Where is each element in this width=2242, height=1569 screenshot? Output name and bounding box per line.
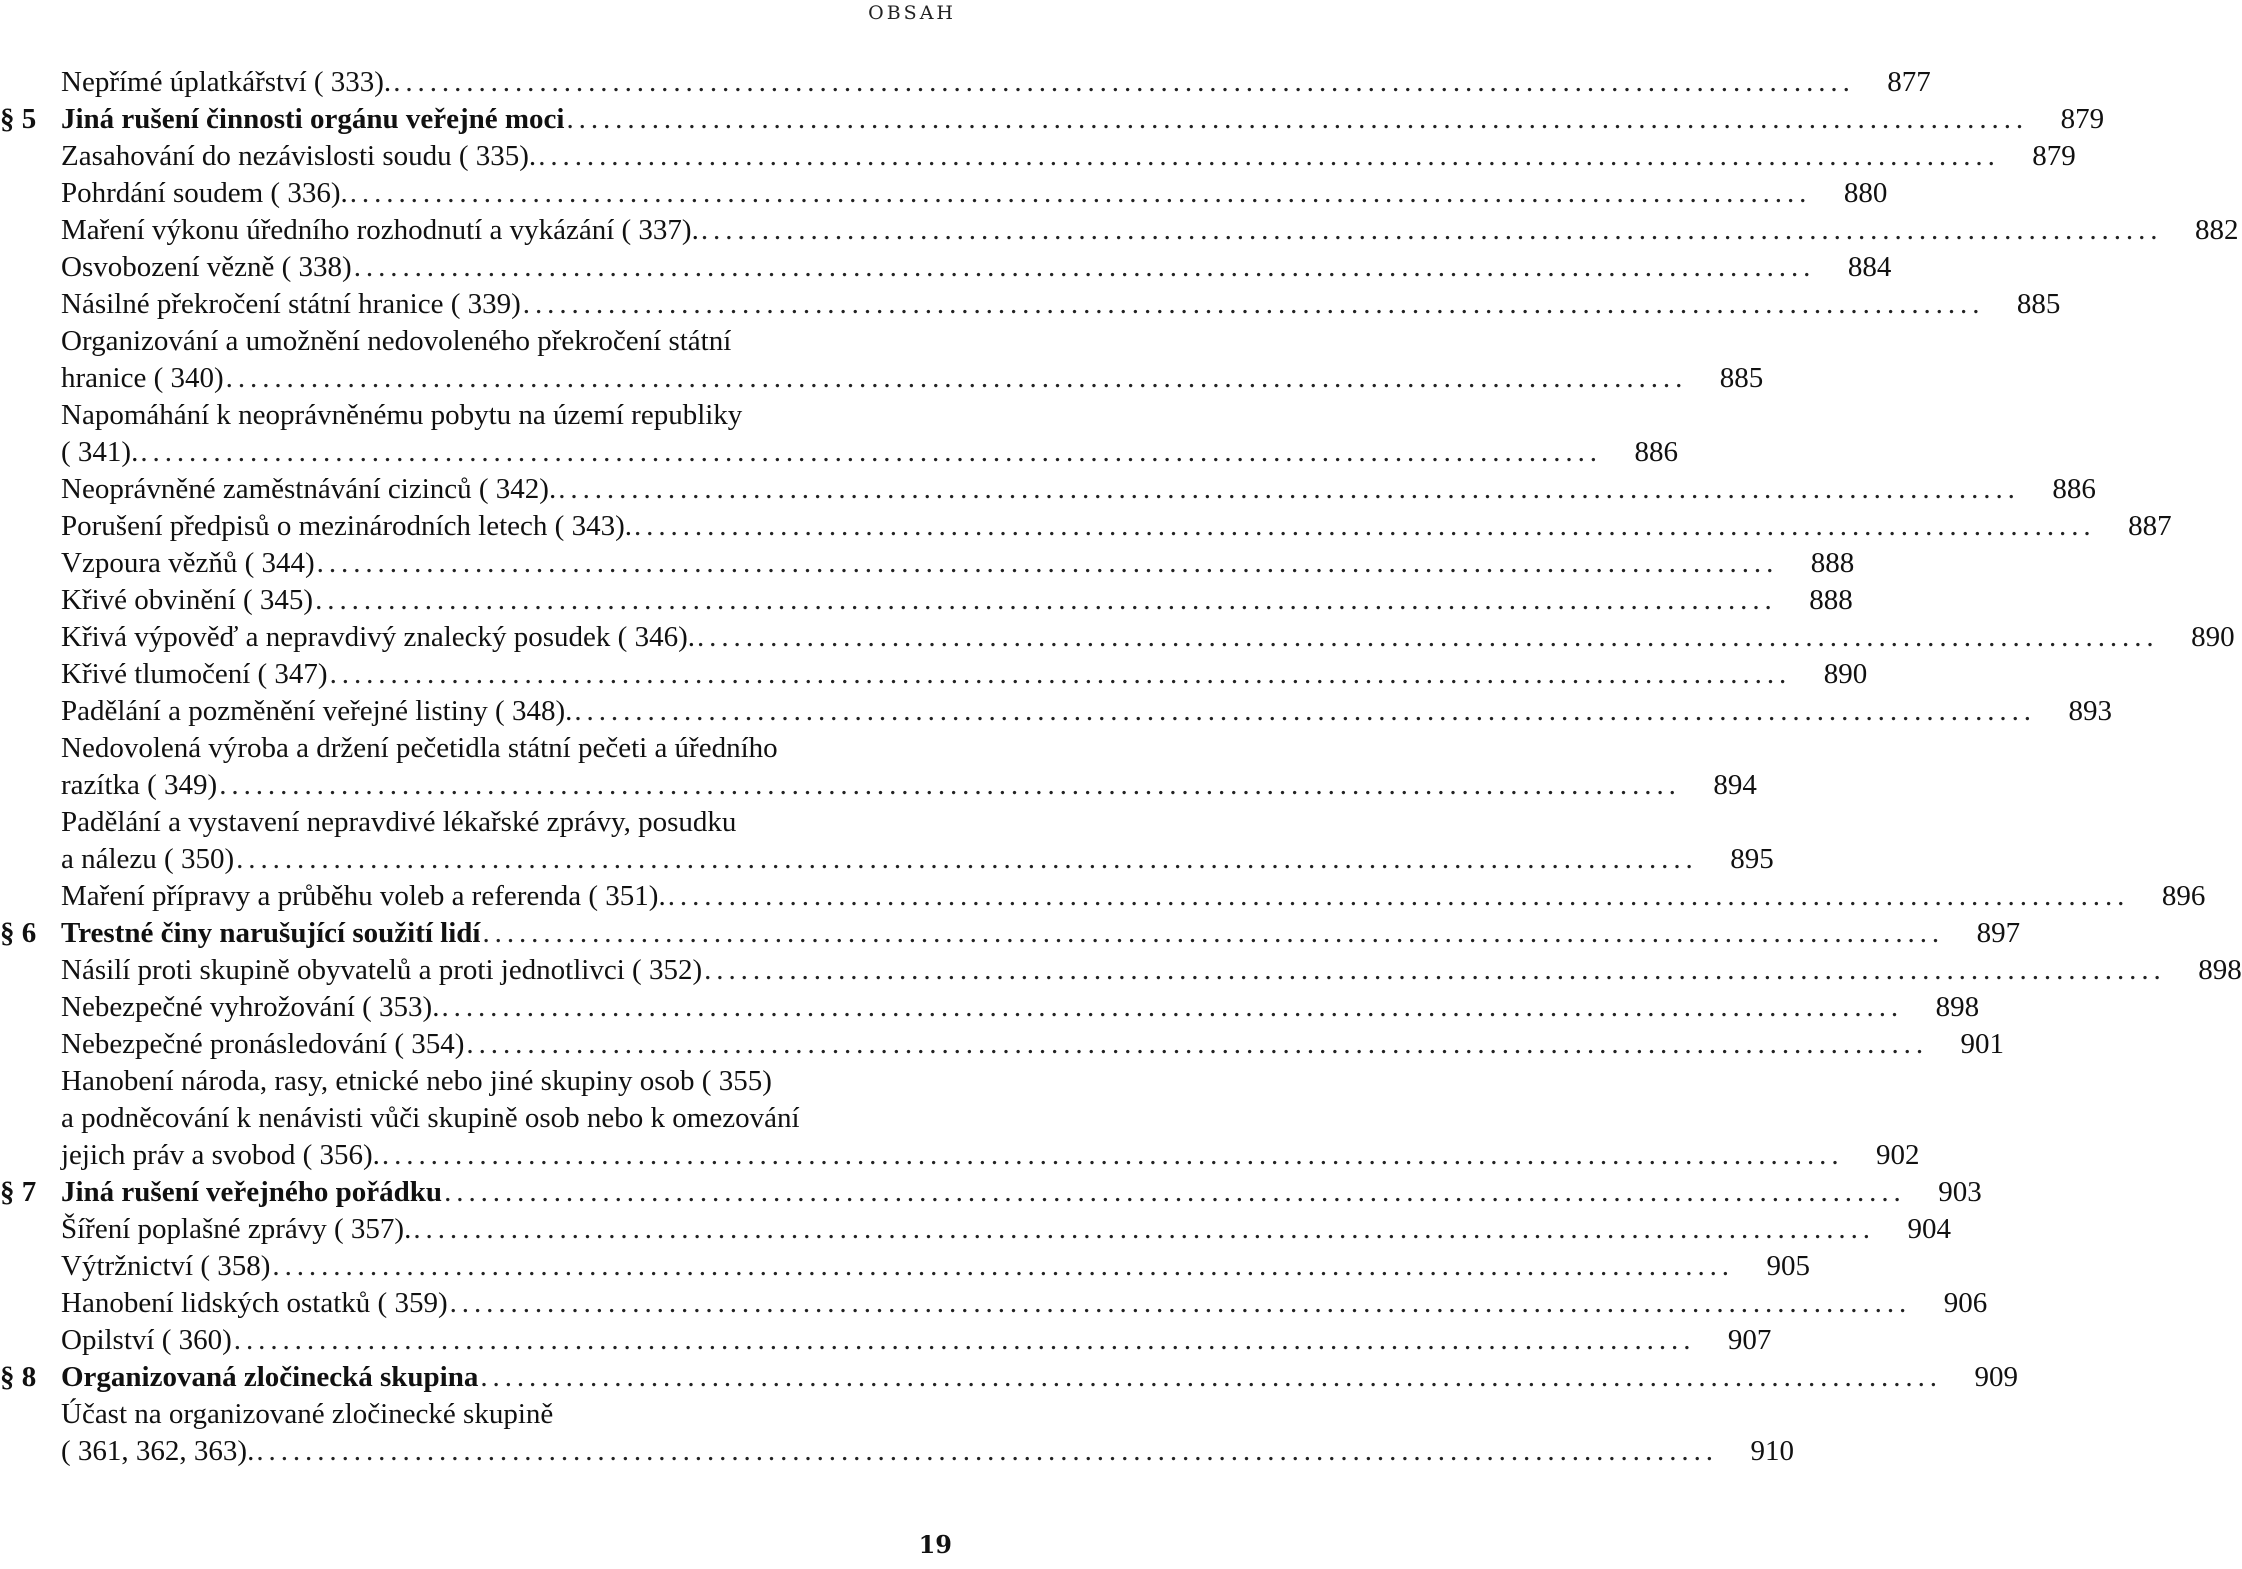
toc-line — [0, 1285, 1988, 1322]
entry-title: Trestné činy narušující soužití lidí — [61, 917, 481, 949]
toc-line — [0, 434, 1678, 471]
toc-entry — [0, 1285, 1988, 1322]
dot-leader: ........................................................................................................................ — [381, 1139, 1844, 1171]
entry-title: Pohrdání soudem ( 336). — [61, 177, 348, 209]
entry-title: Osvobození vězně ( 338) — [61, 251, 352, 283]
toc-line — [0, 212, 2239, 249]
entry-title: Neoprávněné zaměstnávání cizinců ( 342). — [61, 473, 557, 505]
toc-entry — [0, 730, 1757, 804]
dot-leader: ........................................................................................................................ — [697, 621, 2159, 653]
entry-page-number: 887 — [2128, 510, 2172, 542]
entry-title: Nebezpečné pronásledování ( 354) — [61, 1028, 465, 1060]
dot-leader: ........................................................................................................................ — [329, 658, 1792, 690]
dot-leader: ........................................................................................................................ — [700, 214, 2163, 246]
toc-entry — [0, 175, 1888, 212]
dot-leader: ........................................................................................................................ — [449, 1287, 1912, 1319]
entry-title: Účast na organizované zločinecké skupině — [61, 1398, 554, 1430]
entry-title: a podněcování k nenávisti vůči skupině osob nebo k omezování — [61, 1102, 800, 1134]
toc-line — [0, 915, 2021, 952]
toc-line — [0, 1396, 960, 1433]
toc-line — [0, 1137, 1920, 1174]
entry-page-number: 890 — [2191, 621, 2235, 653]
toc-line — [0, 323, 960, 360]
dot-leader: ........................................................................................................................ — [466, 1028, 1929, 1060]
toc-line — [0, 286, 2061, 323]
toc-section-entry — [0, 1174, 1982, 1211]
dot-leader: ........................................................................................................................ — [256, 1435, 1718, 1467]
toc-line — [0, 619, 2235, 656]
toc-entry — [0, 212, 2239, 249]
toc-entry — [0, 1396, 1794, 1470]
entry-page-number: 886 — [1634, 436, 1678, 468]
entry-title: ( 361, 362, 363). — [61, 1435, 255, 1467]
entry-page-number: 879 — [2060, 103, 2105, 135]
dot-leader: ........................................................................................................................ — [538, 140, 2000, 172]
entry-title: Jiná rušení činnosti orgánu veřejné moci — [61, 103, 565, 135]
entry-page-number: 880 — [1843, 177, 1888, 209]
toc-line — [0, 952, 2242, 989]
toc-entry — [0, 249, 1892, 286]
entry-page-number: 896 — [2161, 880, 2206, 912]
toc-line — [0, 138, 2076, 175]
toc-line — [0, 360, 1764, 397]
entry-title: Násilí proti skupině obyvatelů a proti jednotlivci ( 352) — [61, 954, 703, 986]
toc-line — [0, 471, 2096, 508]
section-number: § 5 — [0, 103, 37, 135]
toc-section-entry — [0, 915, 2021, 952]
entry-page-number: 879 — [2032, 140, 2076, 172]
toc-line — [0, 508, 2172, 545]
toc-entry — [0, 619, 2235, 656]
entry-title: Organizování a umožnění nedovoleného překročení státní — [61, 325, 732, 357]
entry-page-number: 904 — [1907, 1213, 1951, 1245]
dot-leader: ........................................................................................................................ — [353, 251, 1816, 283]
dot-leader: ........................................................................................................................ — [667, 880, 2130, 912]
entry-title: razítka ( 349) — [61, 769, 218, 801]
toc-entry — [0, 64, 1931, 101]
entry-title: Vzpoura vězňů ( 344) — [61, 547, 315, 579]
toc-section-entry — [0, 1359, 2018, 1396]
toc-line — [0, 804, 960, 841]
entry-title: Opilství ( 360) — [61, 1324, 232, 1356]
entry-title: Nedovolená výroba a držení pečetidla státní pečeti a úředního — [61, 732, 778, 764]
toc-line — [0, 1174, 1982, 1211]
entry-title: Padělání a pozměnění veřejné listiny ( 348). — [61, 695, 573, 727]
entry-title: Organizovaná zločinecká skupina — [61, 1361, 479, 1393]
entry-title: Zasahování do nezávislosti soudu ( 335). — [61, 140, 537, 172]
dot-leader: ........................................................................................................................ — [272, 1250, 1734, 1282]
dot-leader: ........................................................................................................................ — [522, 288, 1985, 320]
entry-page-number: 895 — [1730, 843, 1774, 875]
entry-page-number: 903 — [1938, 1176, 1982, 1208]
toc-entry — [0, 1248, 1810, 1285]
entry-title: Jiná rušení veřejného pořádku — [61, 1176, 443, 1208]
section-number: § 6 — [0, 917, 37, 949]
toc-line — [0, 1248, 1810, 1285]
toc-section-entry — [0, 101, 2105, 138]
dot-leader: ........................................................................................................................ — [558, 473, 2020, 505]
toc-entry — [0, 1211, 1951, 1248]
toc-line — [0, 878, 2206, 915]
entry-page-number: 890 — [1823, 658, 1868, 690]
toc-entry — [0, 804, 1774, 878]
toc-line — [0, 841, 1774, 878]
toc-entry — [0, 471, 2096, 508]
dot-leader: ........................................................................................................................ — [236, 843, 1698, 875]
dot-leader: ........................................................................................................................ — [393, 66, 1855, 98]
section-number: § 7 — [0, 1176, 37, 1208]
toc-entry — [0, 582, 1853, 619]
toc-line — [0, 545, 1855, 582]
entry-title: Násilné překročení státní hranice ( 339) — [61, 288, 521, 320]
entry-page-number: 907 — [1727, 1324, 1772, 1356]
entry-title: Maření výkonu úředního rozhodnutí a vykázání ( 337). — [61, 214, 699, 246]
toc-entry — [0, 1026, 2005, 1063]
entry-title: Hanobení národa, rasy, etnické nebo jiné skupiny osob ( 355) — [61, 1065, 772, 1097]
toc-entry — [0, 1322, 1772, 1359]
toc-entry — [0, 323, 1764, 397]
toc-entry — [0, 545, 1855, 582]
section-number: § 8 — [0, 1361, 37, 1393]
entry-title: Nepřímé úplatkářství ( 333). — [61, 66, 392, 98]
toc-line — [0, 730, 960, 767]
toc-line — [0, 101, 2105, 138]
entry-page-number: 901 — [1960, 1028, 2005, 1060]
toc-entry — [0, 508, 2172, 545]
toc-entry — [0, 989, 1980, 1026]
dot-leader: ........................................................................................................................ — [225, 362, 1688, 394]
entry-page-number: 885 — [1719, 362, 1764, 394]
table-of-contents — [0, 64, 2242, 1470]
entry-page-number: 910 — [1750, 1435, 1794, 1467]
entry-title: a nálezu ( 350) — [61, 843, 235, 875]
toc-entry — [0, 656, 1868, 693]
toc-entry — [0, 397, 1678, 471]
entry-title: Maření přípravy a průběhu voleb a referenda ( 351). — [61, 880, 666, 912]
toc-entry — [0, 138, 2076, 175]
entry-page-number: 905 — [1766, 1250, 1810, 1282]
dot-leader: ........................................................................................................................ — [480, 1361, 1942, 1393]
entry-page-number: 888 — [1810, 547, 1855, 579]
dot-leader: ........................................................................................................................ — [315, 584, 1777, 616]
dot-leader: ........................................................................................................................ — [316, 547, 1779, 579]
entry-page-number: 877 — [1887, 66, 1931, 98]
toc-line — [0, 1433, 1794, 1470]
entry-page-number: 893 — [2068, 695, 2112, 727]
toc-line — [0, 767, 1757, 804]
toc-entry — [0, 693, 2112, 730]
dot-leader: ........................................................................................................................ — [140, 436, 1602, 468]
entry-title: Křivé tlumočení ( 347) — [61, 658, 328, 690]
toc-entry — [0, 952, 2242, 989]
entry-page-number: 906 — [1943, 1287, 1988, 1319]
entry-title: Hanobení lidských ostatků ( 359) — [61, 1287, 448, 1319]
dot-leader: ........................................................................................................................ — [233, 1324, 1696, 1356]
entry-title: jejich práv a svobod ( 356). — [61, 1139, 380, 1171]
toc-line — [0, 1100, 960, 1137]
toc-line — [0, 1026, 2005, 1063]
entry-title: Porušení předpisů o mezinárodních letech ( 343). — [61, 510, 632, 542]
toc-line — [0, 397, 960, 434]
entry-page-number: 888 — [1809, 584, 1853, 616]
entry-page-number: 884 — [1847, 251, 1892, 283]
entry-title: Křivé obvinění ( 345) — [61, 584, 314, 616]
toc-line — [0, 1063, 960, 1100]
entry-page-number: 882 — [2194, 214, 2239, 246]
toc-line — [0, 693, 2112, 730]
dot-leader: ........................................................................................................................ — [413, 1213, 1875, 1245]
dot-leader: ........................................................................................................................ — [574, 695, 2036, 727]
dot-leader: ........................................................................................................................ — [482, 917, 1945, 949]
entry-page-number: 898 — [1935, 991, 1980, 1023]
toc-entry — [0, 286, 2061, 323]
entry-title: ( 341). — [61, 436, 139, 468]
toc-line — [0, 1322, 1772, 1359]
toc-entry — [0, 878, 2206, 915]
entry-page-number: 886 — [2052, 473, 2096, 505]
toc-line — [0, 249, 1892, 286]
toc-entry — [0, 1063, 1920, 1174]
dot-leader: ........................................................................................................................ — [566, 103, 2029, 135]
entry-title: hranice ( 340) — [61, 362, 224, 394]
running-header: OBSAH — [868, 2, 956, 24]
toc-line — [0, 64, 1931, 101]
toc-line — [0, 1359, 2018, 1396]
dot-leader: ........................................................................................................................ — [349, 177, 1812, 209]
toc-line — [0, 656, 1868, 693]
entry-page-number: 885 — [2016, 288, 2061, 320]
dot-leader: ........................................................................................................................ — [704, 954, 2166, 986]
toc-line — [0, 1211, 1951, 1248]
entry-title: Křivá výpověď a nepravdivý znalecký posudek ( 346). — [61, 621, 695, 653]
dot-leader: ........................................................................................................................ — [444, 1176, 1906, 1208]
toc-line — [0, 582, 1853, 619]
entry-title: Šíření poplašné zprávy ( 357). — [61, 1213, 412, 1245]
dot-leader: ........................................................................................................................ — [633, 510, 2096, 542]
dot-leader: ........................................................................................................................ — [219, 769, 1681, 801]
toc-line — [0, 175, 1888, 212]
toc-line — [0, 989, 1980, 1026]
entry-page-number: 898 — [2198, 954, 2242, 986]
entry-title: Padělání a vystavení nepravdivé lékařské zprávy, posudku — [61, 806, 737, 838]
dot-leader: ........................................................................................................................ — [441, 991, 1904, 1023]
entry-page-number: 897 — [1976, 917, 2021, 949]
entry-page-number: 909 — [1974, 1361, 2018, 1393]
page-number: 19 — [918, 1530, 952, 1559]
entry-title: Napomáhání k neoprávněnému pobytu na území republiky — [61, 399, 743, 431]
entry-page-number: 902 — [1876, 1139, 1920, 1171]
entry-title: Výtržnictví ( 358) — [61, 1250, 271, 1282]
entry-title: Nebezpečné vyhrožování ( 353). — [61, 991, 440, 1023]
entry-page-number: 894 — [1713, 769, 1757, 801]
